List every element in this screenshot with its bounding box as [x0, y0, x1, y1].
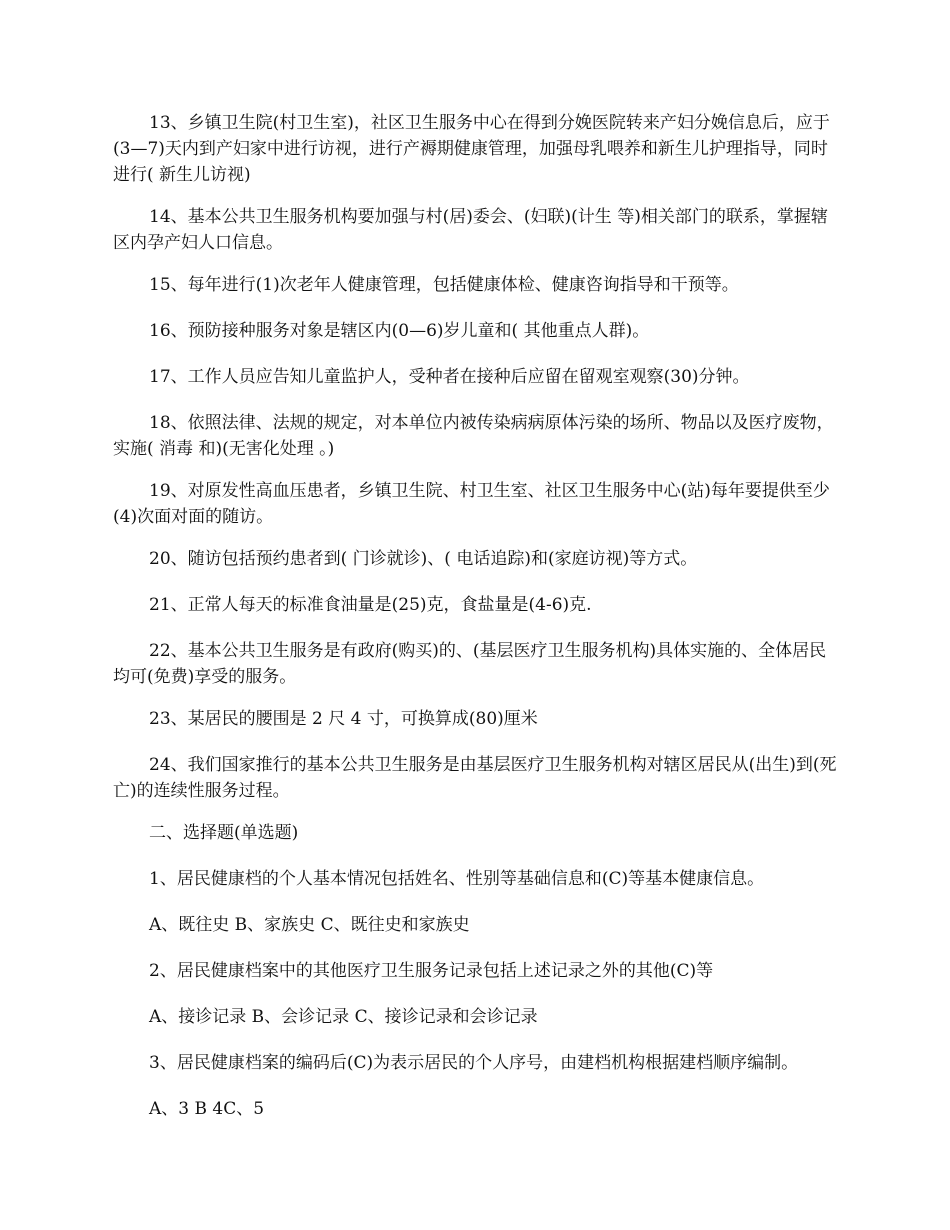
question-20: 20、随访包括预约患者到( 门诊就诊)、( 电话追踪)和(家庭访视)等方式。	[149, 549, 698, 569]
question-15: 15、每年进行(1)次老年人健康管理，包括健康体检、健康咨询指导和干预等。	[149, 275, 739, 295]
question-14: 14、基本公共卫生服务机构要加强与村(居)委会、(妇联)(计生 等)相关部门的联系，掌握辖区内孕产妇人口信息。	[113, 207, 828, 253]
choice-question-1: 1、居民健康档的个人基本情况包括姓名、性别等基础信息和(C)等基本健康信息。	[149, 869, 765, 889]
document-body	[113, 110, 843, 1142]
choice-options-2: A、接诊记录 B、会诊记录 C、接诊记录和会诊记录	[149, 1007, 538, 1027]
question-18: 18、依照法律、法规的规定，对本单位内被传染病病原体污染的场所、物品以及医疗废物，实施( 消毒 和)(无害化处理 。)	[113, 413, 834, 459]
choice-options-3: A、3 B 4C、5	[149, 1099, 265, 1119]
section-heading: 二、选择题(单选题)	[149, 823, 299, 843]
question-19: 19、对原发性高血压患者，乡镇卫生院、村卫生室、社区卫生服务中心(站)每年要提供至少(4)次面对面的随访。	[113, 481, 830, 527]
question-16: 16、预防接种服务对象是辖区内(0—6)岁儿童和( 其他重点人群)。	[149, 321, 650, 341]
question-13: 13、乡镇卫生院(村卫生室)，社区卫生服务中心在得到分娩医院转来产妇分娩信息后，应于(3—7)天内到产妇家中进行访视，进行产褥期健康管理，加强母乳喂养和新生儿护理指导，同时进行( 新生儿访视)	[113, 113, 830, 185]
question-17: 17、工作人员应告知儿童监护人，受种者在接种后应留在留观室观察(30)分钟。	[149, 367, 750, 387]
choice-question-2: 2、居民健康档案中的其他医疗卫生服务记录包括上述记录之外的其他(C)等	[149, 961, 714, 981]
question-24: 24、我们国家推行的基本公共卫生服务是由基层医疗卫生服务机构对辖区居民从(出生)到(死亡)的连续性服务过程。	[113, 755, 837, 801]
question-23: 23、某居民的腰围是 2 尺 4 寸，可换算成(80)厘米	[149, 709, 538, 729]
question-21: 21、正常人每天的标准食油量是(25)克，食盐量是(4-6)克.	[149, 595, 592, 615]
choice-options-1: A、既往史 B、家族史 C、既往史和家族史	[149, 915, 470, 935]
choice-question-3: 3、居民健康档案的编码后(C)为表示居民的个人序号，由建档机构根据建档顺序编制。	[149, 1053, 799, 1073]
question-22: 22、基本公共卫生服务是有政府(购买)的、(基层医疗卫生服务机构)具体实施的、全体居民均可(免费)享受的服务。	[113, 641, 827, 687]
